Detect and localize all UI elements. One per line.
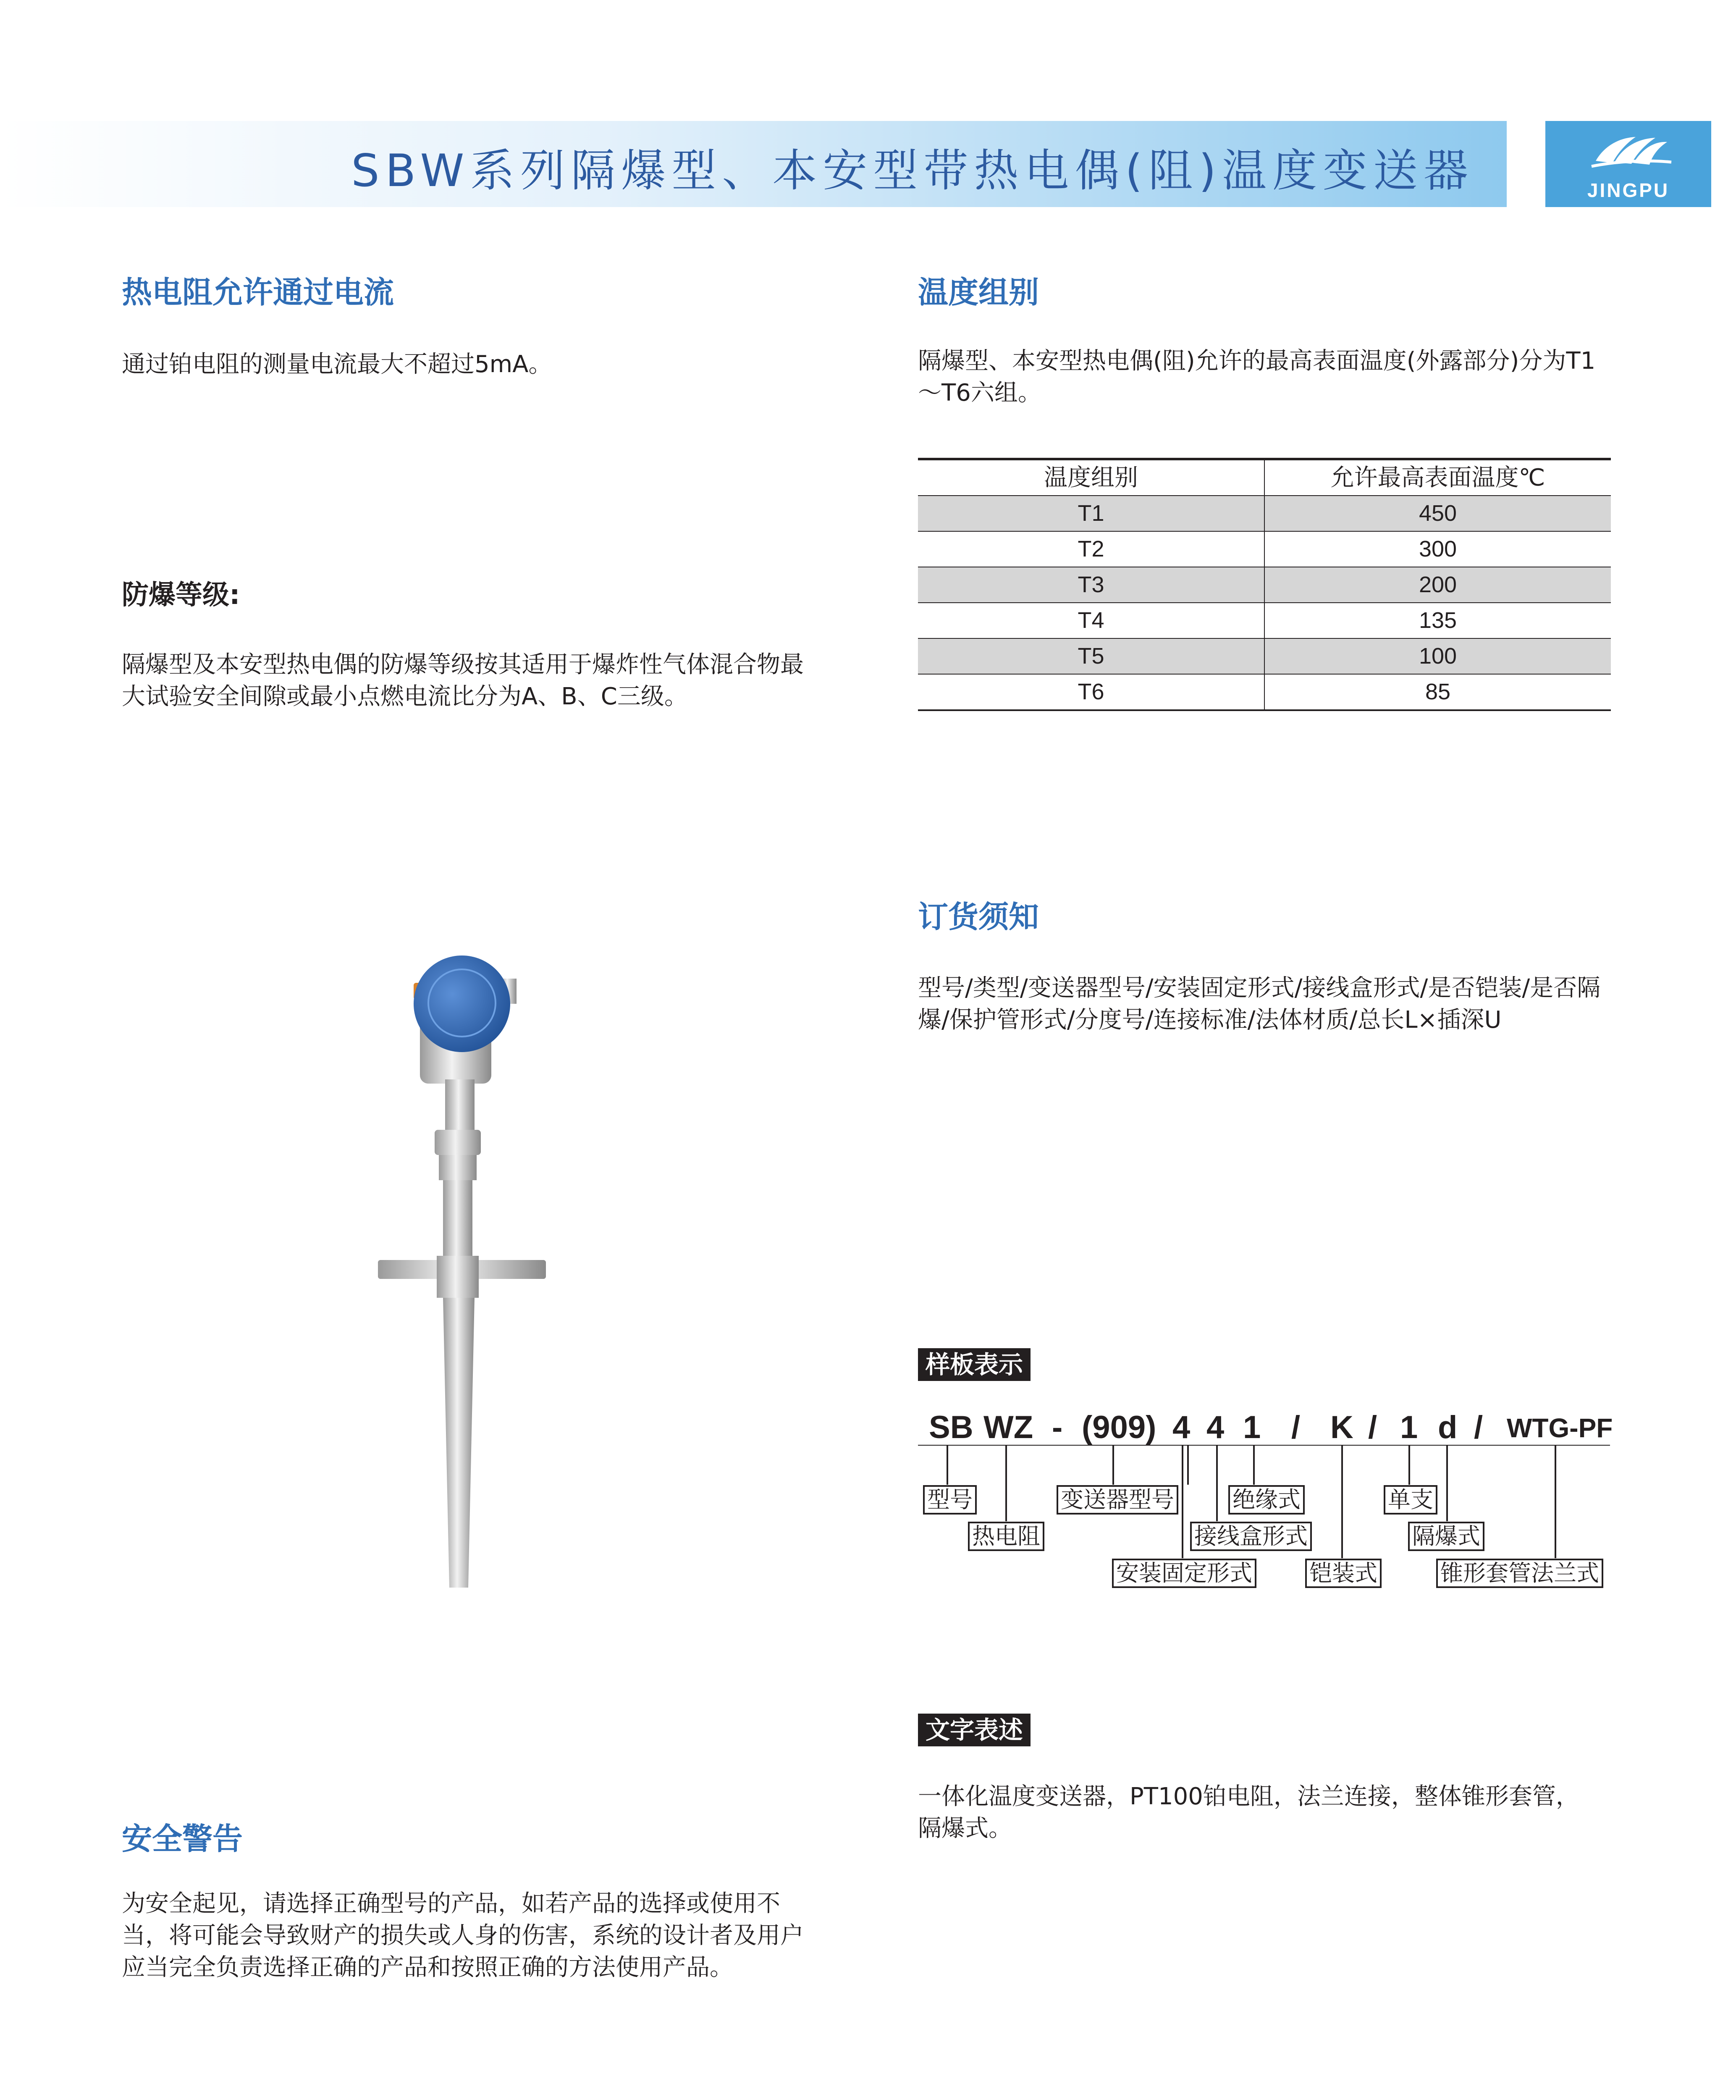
- model-code-part: 4: [1206, 1410, 1225, 1445]
- table-cell: T1: [918, 496, 1265, 531]
- table-cell: 450: [1419, 501, 1457, 526]
- table-cell: 85: [1425, 679, 1451, 704]
- table-cell: T2: [918, 532, 1265, 567]
- product-image: [374, 953, 550, 1592]
- explosion-heading: 防爆等级:: [122, 580, 240, 611]
- order-text: 型号/类型/变送器型号/安装固定形式/接线盒形式/是否铠装/是否隔爆/保护管形式/分度号/连接标准/法体材质/总长L×插深U: [918, 974, 1601, 1034]
- table-header-cell: 允许最高表面温度℃: [1330, 464, 1545, 491]
- table-cell: 135: [1419, 608, 1457, 633]
- model-label-box: 接线盒形式: [1190, 1522, 1312, 1551]
- model-code-part: 1: [1243, 1410, 1261, 1445]
- model-code-part: -: [1052, 1410, 1063, 1445]
- model-code-part: 4: [1172, 1410, 1191, 1445]
- table-cell: 300: [1419, 536, 1457, 562]
- table-row: [918, 675, 1611, 709]
- explosion-text: 隔爆型及本安型热电偶的防爆等级按其适用于爆炸性气体混合物最大试验安全间隙或最小点燃电流比分为A、B、C三级。: [122, 651, 804, 710]
- table-cell: T5: [918, 639, 1265, 674]
- model-label-box: 隔爆式: [1408, 1522, 1484, 1551]
- model-label-box: 安装固定形式: [1112, 1559, 1256, 1588]
- current-text: 通过铂电阻的测量电流最大不超过5mA。: [122, 351, 552, 378]
- page-title: SBW系列隔爆型、本安型带热电偶(阻)温度变送器: [351, 145, 1474, 197]
- model-label-box: 铠装式: [1305, 1559, 1382, 1588]
- model-label-box: 锥形套管法兰式: [1436, 1559, 1603, 1588]
- table-cell: 200: [1419, 572, 1457, 597]
- temp-heading: 温度组别: [918, 275, 1039, 310]
- table-cell: 100: [1419, 643, 1457, 669]
- model-label-box: 单支: [1384, 1485, 1437, 1515]
- sample-tag: 样板表示: [918, 1348, 1031, 1381]
- table-cell: T6: [918, 675, 1265, 709]
- model-code-part: (909): [1082, 1410, 1156, 1445]
- model-code-part: /: [1474, 1410, 1483, 1445]
- model-label-box: 热电阻: [968, 1522, 1044, 1551]
- table-row: [918, 496, 1611, 532]
- model-code-part: /: [1291, 1410, 1301, 1445]
- table-row: [918, 567, 1611, 603]
- text-tag: 文字表述: [918, 1714, 1031, 1746]
- table-row: [918, 639, 1611, 675]
- table-cell: T4: [918, 603, 1265, 638]
- safety-text: 为安全起见，请选择正确型号的产品，如若产品的选择或使用不当，将可能会导致财产的损失或人身的伤害，系统的设计者及用户应当完全负责选择正确的产品和按照正确的方法使用产品。: [122, 1890, 804, 1981]
- model-code-part: WTG-PF: [1507, 1413, 1613, 1443]
- model-code-part: d: [1438, 1410, 1458, 1445]
- model-label-box: 型号: [923, 1485, 977, 1515]
- model-label-box: 绝缘式: [1228, 1485, 1305, 1515]
- model-code-part: 1: [1400, 1410, 1418, 1445]
- logo-text: JINGPU: [1587, 179, 1670, 201]
- model-code-part: WZ: [983, 1410, 1033, 1445]
- table-row: [918, 532, 1611, 567]
- model-code-part: K: [1330, 1410, 1353, 1445]
- model-code-part: SB: [929, 1410, 973, 1445]
- table-cell: T3: [918, 567, 1265, 602]
- current-heading: 热电阻允许通过电流: [122, 275, 394, 310]
- safety-heading: 安全警告: [122, 1821, 243, 1856]
- table-row: [918, 603, 1611, 639]
- brand-logo: [1545, 121, 1711, 207]
- order-heading: 订货须知: [918, 899, 1039, 934]
- model-code-part: /: [1368, 1410, 1377, 1445]
- table-header-row: [918, 460, 1611, 496]
- temperature-table: [918, 458, 1611, 711]
- model-label-box: 变送器型号: [1057, 1485, 1178, 1515]
- jingpu-swoosh-logo-icon: [1545, 121, 1711, 180]
- table-header-cell: 温度组别: [918, 460, 1265, 495]
- temp-text: 隔爆型、本安型热电偶(阻)允许的最高表面温度(外露部分)分为T1～T6六组。: [918, 347, 1596, 407]
- description-text: 一体化温度变送器，PT100铂电阻，法兰连接，整体锥形套管，隔爆式。: [918, 1783, 1579, 1842]
